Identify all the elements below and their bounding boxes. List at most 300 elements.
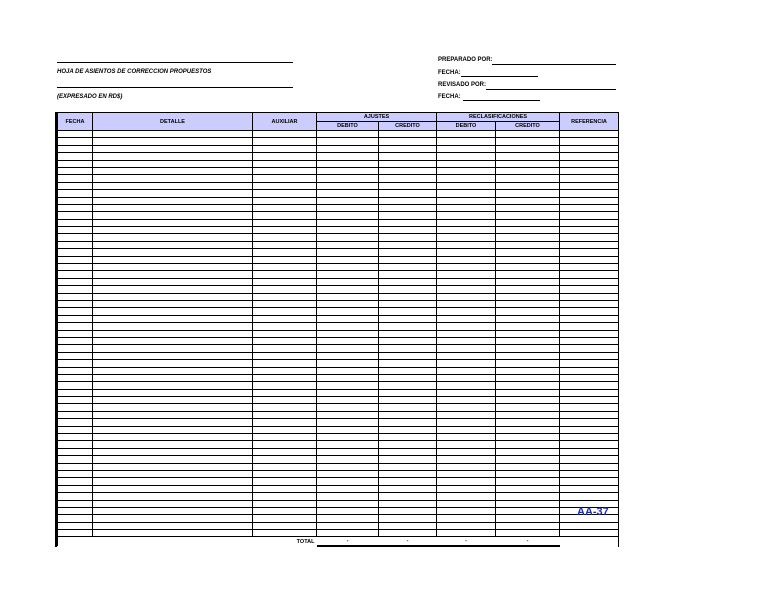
cell-reclas-debito[interactable] — [437, 434, 496, 441]
cell-auxiliar[interactable] — [253, 404, 317, 411]
cell-reclas-credito[interactable] — [496, 352, 560, 359]
cell-reclas-debito[interactable] — [437, 530, 496, 537]
cell-reclas-debito[interactable] — [437, 448, 496, 455]
cell-ajustes-debito[interactable] — [317, 308, 379, 315]
cell-fecha[interactable] — [58, 264, 93, 271]
cell-detalle[interactable] — [93, 271, 253, 278]
cell-auxiliar[interactable] — [253, 470, 317, 477]
cell-detalle[interactable] — [93, 382, 253, 389]
cell-fecha[interactable] — [58, 345, 93, 352]
cell-ajustes-credito[interactable] — [379, 493, 437, 500]
cell-referencia[interactable] — [560, 264, 619, 271]
cell-fecha[interactable] — [58, 522, 93, 529]
cell-reclas-debito[interactable] — [437, 234, 496, 241]
cell-detalle[interactable] — [93, 419, 253, 426]
cell-fecha[interactable] — [58, 300, 93, 307]
cell-auxiliar[interactable] — [253, 352, 317, 359]
cell-reclas-credito[interactable] — [496, 219, 560, 226]
cell-ajustes-debito[interactable] — [317, 500, 379, 507]
cell-auxiliar[interactable] — [253, 278, 317, 285]
cell-auxiliar[interactable] — [253, 249, 317, 256]
cell-reclas-debito[interactable] — [437, 382, 496, 389]
cell-referencia[interactable] — [560, 286, 619, 293]
cell-ajustes-debito[interactable] — [317, 404, 379, 411]
cell-auxiliar[interactable] — [253, 419, 317, 426]
cell-ajustes-debito[interactable] — [317, 382, 379, 389]
cell-ajustes-debito[interactable] — [317, 493, 379, 500]
cell-ajustes-debito[interactable] — [317, 530, 379, 537]
cell-detalle[interactable] — [93, 227, 253, 234]
cell-auxiliar[interactable] — [253, 345, 317, 352]
cell-detalle[interactable] — [93, 389, 253, 396]
cell-reclas-debito[interactable] — [437, 441, 496, 448]
cell-reclas-credito[interactable] — [496, 382, 560, 389]
cell-reclas-credito[interactable] — [496, 367, 560, 374]
cell-reclas-debito[interactable] — [437, 138, 496, 145]
cell-fecha[interactable] — [58, 212, 93, 219]
cell-ajustes-credito[interactable] — [379, 212, 437, 219]
cell-reclas-debito[interactable] — [437, 337, 496, 344]
cell-fecha[interactable] — [58, 271, 93, 278]
cell-reclas-debito[interactable] — [437, 167, 496, 174]
cell-reclas-credito[interactable] — [496, 330, 560, 337]
cell-referencia[interactable] — [560, 300, 619, 307]
cell-auxiliar[interactable] — [253, 367, 317, 374]
cell-detalle[interactable] — [93, 256, 253, 263]
cell-ajustes-credito[interactable] — [379, 352, 437, 359]
cell-referencia[interactable] — [560, 153, 619, 160]
cell-ajustes-debito[interactable] — [317, 456, 379, 463]
cell-reclas-credito[interactable] — [496, 485, 560, 492]
cell-referencia[interactable] — [560, 219, 619, 226]
cell-reclas-debito[interactable] — [437, 249, 496, 256]
cell-reclas-credito[interactable] — [496, 419, 560, 426]
cell-auxiliar[interactable] — [253, 293, 317, 300]
cell-ajustes-debito[interactable] — [317, 507, 379, 514]
cell-fecha[interactable] — [58, 249, 93, 256]
cell-ajustes-credito[interactable] — [379, 382, 437, 389]
cell-fecha[interactable] — [58, 219, 93, 226]
cell-detalle[interactable] — [93, 434, 253, 441]
reviewed-by-field[interactable] — [486, 89, 616, 90]
cell-ajustes-debito[interactable] — [317, 434, 379, 441]
cell-ajustes-credito[interactable] — [379, 197, 437, 204]
cell-detalle[interactable] — [93, 323, 253, 330]
cell-reclas-credito[interactable] — [496, 397, 560, 404]
cell-fecha[interactable] — [58, 470, 93, 477]
cell-fecha[interactable] — [58, 485, 93, 492]
cell-referencia[interactable] — [560, 204, 619, 211]
cell-fecha[interactable] — [58, 456, 93, 463]
cell-fecha[interactable] — [58, 382, 93, 389]
cell-reclas-credito[interactable] — [496, 249, 560, 256]
cell-reclas-debito[interactable] — [437, 463, 496, 470]
cell-auxiliar[interactable] — [253, 522, 317, 529]
cell-ajustes-credito[interactable] — [379, 315, 437, 322]
cell-detalle[interactable] — [93, 219, 253, 226]
cell-reclas-credito[interactable] — [496, 493, 560, 500]
cell-fecha[interactable] — [58, 448, 93, 455]
cell-referencia[interactable] — [560, 145, 619, 152]
cell-detalle[interactable] — [93, 308, 253, 315]
cell-ajustes-credito[interactable] — [379, 478, 437, 485]
cell-auxiliar[interactable] — [253, 175, 317, 182]
cell-auxiliar[interactable] — [253, 153, 317, 160]
cell-reclas-credito[interactable] — [496, 234, 560, 241]
cell-detalle[interactable] — [93, 345, 253, 352]
cell-detalle[interactable] — [93, 182, 253, 189]
cell-ajustes-debito[interactable] — [317, 522, 379, 529]
cell-fecha[interactable] — [58, 308, 93, 315]
cell-ajustes-debito[interactable] — [317, 463, 379, 470]
cell-ajustes-credito[interactable] — [379, 286, 437, 293]
cell-ajustes-credito[interactable] — [379, 204, 437, 211]
cell-referencia[interactable] — [560, 227, 619, 234]
cell-fecha[interactable] — [58, 131, 93, 138]
cell-reclas-debito[interactable] — [437, 493, 496, 500]
cell-ajustes-debito[interactable] — [317, 190, 379, 197]
cell-fecha[interactable] — [58, 367, 93, 374]
cell-ajustes-debito[interactable] — [317, 227, 379, 234]
cell-ajustes-debito[interactable] — [317, 360, 379, 367]
cell-reclas-credito[interactable] — [496, 212, 560, 219]
cell-ajustes-credito[interactable] — [379, 360, 437, 367]
cell-referencia[interactable] — [560, 522, 619, 529]
cell-fecha[interactable] — [58, 507, 93, 514]
cell-detalle[interactable] — [93, 470, 253, 477]
cell-detalle[interactable] — [93, 153, 253, 160]
cell-ajustes-credito[interactable] — [379, 249, 437, 256]
cell-ajustes-credito[interactable] — [379, 175, 437, 182]
cell-reclas-credito[interactable] — [496, 434, 560, 441]
cell-reclas-debito[interactable] — [437, 145, 496, 152]
cell-detalle[interactable] — [93, 478, 253, 485]
cell-reclas-credito[interactable] — [496, 507, 560, 514]
cell-ajustes-debito[interactable] — [317, 182, 379, 189]
cell-fecha[interactable] — [58, 426, 93, 433]
cell-ajustes-credito[interactable] — [379, 308, 437, 315]
cell-detalle[interactable] — [93, 138, 253, 145]
cell-reclas-debito[interactable] — [437, 175, 496, 182]
cell-fecha[interactable] — [58, 330, 93, 337]
cell-ajustes-credito[interactable] — [379, 323, 437, 330]
cell-ajustes-debito[interactable] — [317, 160, 379, 167]
cell-reclas-credito[interactable] — [496, 404, 560, 411]
cell-detalle[interactable] — [93, 234, 253, 241]
cell-auxiliar[interactable] — [253, 374, 317, 381]
cell-ajustes-credito[interactable] — [379, 153, 437, 160]
cell-auxiliar[interactable] — [253, 493, 317, 500]
cell-detalle[interactable] — [93, 448, 253, 455]
cell-referencia[interactable] — [560, 249, 619, 256]
cell-reclas-debito[interactable] — [437, 190, 496, 197]
cell-auxiliar[interactable] — [253, 212, 317, 219]
cell-reclas-debito[interactable] — [437, 500, 496, 507]
cell-referencia[interactable] — [560, 175, 619, 182]
cell-fecha[interactable] — [58, 478, 93, 485]
cell-ajustes-debito[interactable] — [317, 323, 379, 330]
cell-ajustes-credito[interactable] — [379, 190, 437, 197]
cell-auxiliar[interactable] — [253, 271, 317, 278]
cell-ajustes-credito[interactable] — [379, 131, 437, 138]
cell-reclas-credito[interactable] — [496, 197, 560, 204]
cell-reclas-debito[interactable] — [437, 470, 496, 477]
cell-ajustes-credito[interactable] — [379, 330, 437, 337]
cell-ajustes-debito[interactable] — [317, 293, 379, 300]
cell-auxiliar[interactable] — [253, 131, 317, 138]
cell-auxiliar[interactable] — [253, 337, 317, 344]
cell-ajustes-credito[interactable] — [379, 456, 437, 463]
cell-ajustes-debito[interactable] — [317, 234, 379, 241]
cell-detalle[interactable] — [93, 190, 253, 197]
cell-reclas-debito[interactable] — [437, 352, 496, 359]
cell-reclas-credito[interactable] — [496, 411, 560, 418]
cell-detalle[interactable] — [93, 352, 253, 359]
cell-fecha[interactable] — [58, 190, 93, 197]
cell-detalle[interactable] — [93, 330, 253, 337]
cell-ajustes-debito[interactable] — [317, 397, 379, 404]
cell-referencia[interactable] — [560, 182, 619, 189]
cell-fecha[interactable] — [58, 441, 93, 448]
cell-fecha[interactable] — [58, 389, 93, 396]
cell-reclas-credito[interactable] — [496, 227, 560, 234]
cell-reclas-debito[interactable] — [437, 374, 496, 381]
cell-referencia[interactable] — [560, 345, 619, 352]
cell-ajustes-credito[interactable] — [379, 160, 437, 167]
cell-detalle[interactable] — [93, 278, 253, 285]
cell-fecha[interactable] — [58, 493, 93, 500]
cell-fecha[interactable] — [58, 419, 93, 426]
cell-ajustes-debito[interactable] — [317, 153, 379, 160]
cell-ajustes-credito[interactable] — [379, 419, 437, 426]
cell-ajustes-credito[interactable] — [379, 404, 437, 411]
cell-reclas-credito[interactable] — [496, 448, 560, 455]
cell-fecha[interactable] — [58, 227, 93, 234]
cell-auxiliar[interactable] — [253, 315, 317, 322]
cell-referencia[interactable] — [560, 485, 619, 492]
cell-ajustes-credito[interactable] — [379, 256, 437, 263]
cell-ajustes-credito[interactable] — [379, 397, 437, 404]
cell-reclas-debito[interactable] — [437, 278, 496, 285]
cell-auxiliar[interactable] — [253, 389, 317, 396]
cell-fecha[interactable] — [58, 323, 93, 330]
cell-reclas-debito[interactable] — [437, 160, 496, 167]
cell-reclas-debito[interactable] — [437, 478, 496, 485]
cell-ajustes-debito[interactable] — [317, 256, 379, 263]
cell-fecha[interactable] — [58, 530, 93, 537]
cell-reclas-credito[interactable] — [496, 300, 560, 307]
cell-auxiliar[interactable] — [253, 500, 317, 507]
cell-auxiliar[interactable] — [253, 227, 317, 234]
cell-fecha[interactable] — [58, 315, 93, 322]
cell-ajustes-credito[interactable] — [379, 500, 437, 507]
cell-referencia[interactable] — [560, 352, 619, 359]
cell-reclas-credito[interactable] — [496, 153, 560, 160]
cell-auxiliar[interactable] — [253, 264, 317, 271]
cell-auxiliar[interactable] — [253, 241, 317, 248]
cell-referencia[interactable] — [560, 389, 619, 396]
cell-ajustes-credito[interactable] — [379, 374, 437, 381]
cell-reclas-credito[interactable] — [496, 530, 560, 537]
cell-detalle[interactable] — [93, 249, 253, 256]
cell-detalle[interactable] — [93, 264, 253, 271]
cell-fecha[interactable] — [58, 153, 93, 160]
cell-detalle[interactable] — [93, 426, 253, 433]
cell-ajustes-credito[interactable] — [379, 463, 437, 470]
cell-referencia[interactable] — [560, 138, 619, 145]
cell-ajustes-debito[interactable] — [317, 286, 379, 293]
cell-auxiliar[interactable] — [253, 485, 317, 492]
cell-reclas-debito[interactable] — [437, 308, 496, 315]
cell-auxiliar[interactable] — [253, 397, 317, 404]
cell-detalle[interactable] — [93, 522, 253, 529]
cell-ajustes-credito[interactable] — [379, 167, 437, 174]
cell-detalle[interactable] — [93, 397, 253, 404]
cell-reclas-credito[interactable] — [496, 131, 560, 138]
cell-ajustes-debito[interactable] — [317, 411, 379, 418]
cell-auxiliar[interactable] — [253, 182, 317, 189]
cell-reclas-debito[interactable] — [437, 345, 496, 352]
cell-referencia[interactable] — [560, 337, 619, 344]
cell-fecha[interactable] — [58, 286, 93, 293]
cell-detalle[interactable] — [93, 300, 253, 307]
cell-ajustes-credito[interactable] — [379, 515, 437, 522]
cell-auxiliar[interactable] — [253, 197, 317, 204]
cell-fecha[interactable] — [58, 145, 93, 152]
cell-ajustes-debito[interactable] — [317, 175, 379, 182]
cell-reclas-credito[interactable] — [496, 426, 560, 433]
cell-fecha[interactable] — [58, 434, 93, 441]
cell-detalle[interactable] — [93, 507, 253, 514]
cell-reclas-credito[interactable] — [496, 323, 560, 330]
cell-detalle[interactable] — [93, 404, 253, 411]
cell-reclas-credito[interactable] — [496, 175, 560, 182]
cell-auxiliar[interactable] — [253, 448, 317, 455]
cell-reclas-credito[interactable] — [496, 463, 560, 470]
cell-auxiliar[interactable] — [253, 478, 317, 485]
cell-fecha[interactable] — [58, 160, 93, 167]
cell-fecha[interactable] — [58, 204, 93, 211]
cell-fecha[interactable] — [58, 352, 93, 359]
cell-referencia[interactable] — [560, 197, 619, 204]
cell-reclas-debito[interactable] — [437, 293, 496, 300]
cell-referencia[interactable] — [560, 478, 619, 485]
cell-reclas-credito[interactable] — [496, 315, 560, 322]
cell-ajustes-credito[interactable] — [379, 345, 437, 352]
cell-referencia[interactable] — [560, 441, 619, 448]
cell-auxiliar[interactable] — [253, 530, 317, 537]
date-field-2[interactable] — [463, 100, 540, 101]
cell-ajustes-credito[interactable] — [379, 219, 437, 226]
cell-fecha[interactable] — [58, 138, 93, 145]
cell-detalle[interactable] — [93, 485, 253, 492]
cell-fecha[interactable] — [58, 397, 93, 404]
cell-detalle[interactable] — [93, 367, 253, 374]
cell-ajustes-credito[interactable] — [379, 485, 437, 492]
date-field-1[interactable] — [461, 76, 538, 77]
cell-reclas-debito[interactable] — [437, 330, 496, 337]
cell-auxiliar[interactable] — [253, 441, 317, 448]
cell-ajustes-debito[interactable] — [317, 204, 379, 211]
cell-ajustes-credito[interactable] — [379, 182, 437, 189]
cell-auxiliar[interactable] — [253, 382, 317, 389]
cell-detalle[interactable] — [93, 160, 253, 167]
cell-reclas-credito[interactable] — [496, 515, 560, 522]
cell-ajustes-debito[interactable] — [317, 448, 379, 455]
cell-reclas-credito[interactable] — [496, 360, 560, 367]
cell-fecha[interactable] — [58, 241, 93, 248]
cell-reclas-credito[interactable] — [496, 345, 560, 352]
cell-reclas-credito[interactable] — [496, 293, 560, 300]
cell-detalle[interactable] — [93, 337, 253, 344]
cell-ajustes-debito[interactable] — [317, 389, 379, 396]
cell-ajustes-debito[interactable] — [317, 138, 379, 145]
cell-reclas-credito[interactable] — [496, 190, 560, 197]
cell-detalle[interactable] — [93, 175, 253, 182]
cell-detalle[interactable] — [93, 315, 253, 322]
cell-fecha[interactable] — [58, 278, 93, 285]
cell-ajustes-debito[interactable] — [317, 278, 379, 285]
cell-reclas-debito[interactable] — [437, 367, 496, 374]
cell-referencia[interactable] — [560, 463, 619, 470]
cell-reclas-debito[interactable] — [437, 241, 496, 248]
cell-ajustes-credito[interactable] — [379, 241, 437, 248]
cell-reclas-credito[interactable] — [496, 256, 560, 263]
cell-referencia[interactable] — [560, 448, 619, 455]
cell-reclas-credito[interactable] — [496, 308, 560, 315]
cell-referencia[interactable] — [560, 493, 619, 500]
cell-ajustes-debito[interactable] — [317, 197, 379, 204]
cell-fecha[interactable] — [58, 293, 93, 300]
cell-detalle[interactable] — [93, 530, 253, 537]
cell-ajustes-credito[interactable] — [379, 522, 437, 529]
cell-referencia[interactable] — [560, 234, 619, 241]
cell-detalle[interactable] — [93, 374, 253, 381]
cell-detalle[interactable] — [93, 286, 253, 293]
cell-reclas-credito[interactable] — [496, 441, 560, 448]
cell-ajustes-credito[interactable] — [379, 300, 437, 307]
cell-auxiliar[interactable] — [253, 160, 317, 167]
cell-reclas-debito[interactable] — [437, 411, 496, 418]
cell-auxiliar[interactable] — [253, 330, 317, 337]
cell-reclas-credito[interactable] — [496, 278, 560, 285]
cell-ajustes-debito[interactable] — [317, 515, 379, 522]
cell-ajustes-credito[interactable] — [379, 227, 437, 234]
cell-detalle[interactable] — [93, 212, 253, 219]
cell-ajustes-credito[interactable] — [379, 278, 437, 285]
cell-detalle[interactable] — [93, 360, 253, 367]
cell-auxiliar[interactable] — [253, 300, 317, 307]
cell-reclas-debito[interactable] — [437, 397, 496, 404]
cell-detalle[interactable] — [93, 441, 253, 448]
cell-ajustes-credito[interactable] — [379, 441, 437, 448]
cell-ajustes-debito[interactable] — [317, 219, 379, 226]
cell-reclas-credito[interactable] — [496, 160, 560, 167]
cell-reclas-debito[interactable] — [437, 522, 496, 529]
cell-auxiliar[interactable] — [253, 360, 317, 367]
cell-fecha[interactable] — [58, 175, 93, 182]
cell-reclas-credito[interactable] — [496, 478, 560, 485]
cell-reclas-credito[interactable] — [496, 271, 560, 278]
cell-ajustes-debito[interactable] — [317, 419, 379, 426]
cell-ajustes-credito[interactable] — [379, 367, 437, 374]
cell-ajustes-debito[interactable] — [317, 271, 379, 278]
cell-reclas-credito[interactable] — [496, 182, 560, 189]
cell-auxiliar[interactable] — [253, 286, 317, 293]
cell-auxiliar[interactable] — [253, 138, 317, 145]
cell-auxiliar[interactable] — [253, 507, 317, 514]
cell-ajustes-debito[interactable] — [317, 345, 379, 352]
